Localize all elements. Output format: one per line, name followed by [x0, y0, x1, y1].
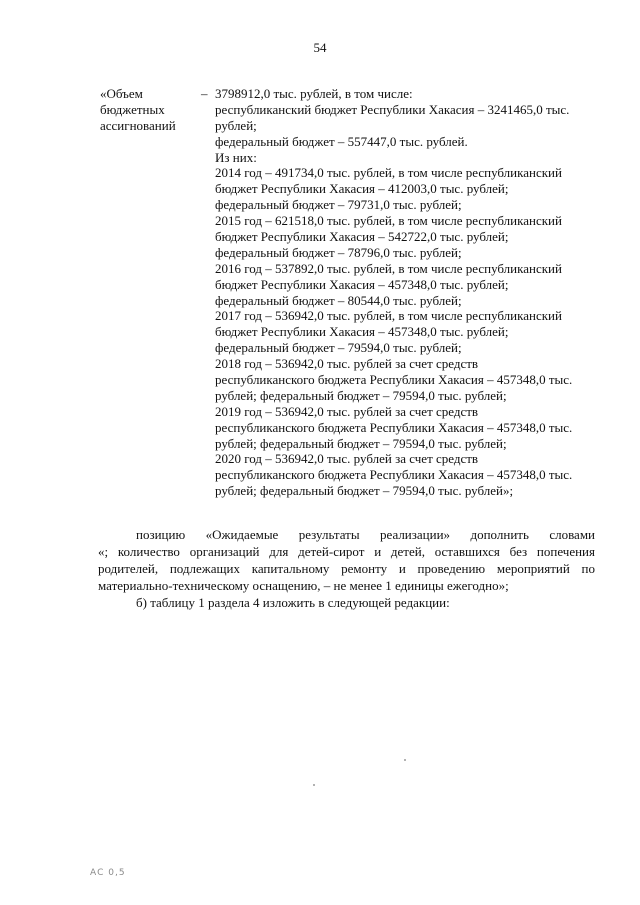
budget-line: рублей;: [215, 117, 257, 133]
budget-line: федеральный бюджет – 78796,0 тыс. рублей;: [215, 244, 462, 260]
budget-line: республиканский бюджет Республики Хакасия – 3241465,0 тыс.: [215, 101, 570, 117]
table-instruction-paragraph: [98, 594, 595, 611]
expected-results-paragraph: [98, 526, 595, 594]
budget-line: 2017 год – 536942,0 тыс. рублей, в том числе республиканский: [215, 308, 562, 324]
scan-speck: [404, 759, 406, 761]
budget-line: федеральный бюджет – 79594,0 тыс. рублей;: [215, 340, 462, 356]
paragraph-line: б) таблицу 1 раздела 4 изложить в следующей редакции:: [136, 595, 450, 610]
budget-dash: –: [201, 86, 208, 101]
budget-line: рублей; федеральный бюджет – 79594,0 тыс. рублей;: [215, 387, 507, 403]
paragraph-line: материально-техническому оснащению, – не менее 1 единицы ежегодно»;: [98, 578, 509, 593]
page-number: 54: [313, 40, 327, 55]
budget-line: 2018 год – 536942,0 тыс. рублей за счет средств: [215, 356, 479, 372]
budget-label-line: ассигнований: [100, 117, 176, 133]
scan-speck: [313, 784, 315, 786]
budget-line: 2015 год – 621518,0 тыс. рублей, в том числе республиканский: [215, 213, 562, 229]
budget-line: 2014 год – 491734,0 тыс. рублей, в том числе республиканский: [215, 165, 562, 181]
budget-line: рублей; федеральный бюджет – 79594,0 тыс. рублей;: [215, 435, 507, 451]
budget-line: республиканского бюджета Республики Хакасия – 457348,0 тыс.: [215, 372, 573, 388]
budget-label-line: бюджетных: [100, 101, 165, 117]
budget-line: бюджет Республики Хакасия – 457348,0 тыс. рублей;: [215, 276, 509, 292]
budget-line: бюджет Республики Хакасия – 412003,0 тыс. рублей;: [215, 181, 509, 197]
budget-label-line: «Объем: [100, 86, 143, 101]
budget-line: 2020 год – 536942,0 тыс. рублей за счет средств: [215, 451, 479, 467]
budget-line: бюджет Республики Хакасия – 457348,0 тыс. рублей;: [215, 324, 509, 340]
budget-line: республиканского бюджета Республики Хакасия – 457348,0 тыс.: [215, 419, 573, 435]
budget-line: федеральный бюджет – 557447,0 тыс. рублей.: [215, 133, 468, 149]
archive-stamp: АС 0,5: [90, 868, 126, 878]
budget-line: республиканского бюджета Республики Хакасия – 457348,0 тыс.: [215, 467, 573, 483]
budget-line: бюджет Республики Хакасия – 542722,0 тыс. рублей;: [215, 229, 509, 245]
budget-line: рублей; федеральный бюджет – 79594,0 тыс. рублей»;: [215, 483, 514, 499]
paragraph-line: родителей, подлежащих капитальному ремонту и проведению мероприятий по: [98, 561, 595, 576]
budget-line: 2019 год – 536942,0 тыс. рублей за счет средств: [215, 403, 479, 419]
paragraph-line: «; количество организаций для детей-сирот и детей, оставшихся без попечения: [98, 544, 595, 559]
budget-text: [215, 86, 605, 499]
budget-label: [100, 86, 200, 134]
budget-line: федеральный бюджет – 79731,0 тыс. рублей;: [215, 197, 462, 213]
budget-line: федеральный бюджет – 80544,0 тыс. рублей;: [215, 292, 462, 308]
budget-line: 3798912,0 тыс. рублей, в том числе:: [215, 86, 413, 101]
budget-line: Из них:: [215, 149, 257, 165]
paragraph-line: позицию «Ожидаемые результаты реализации» дополнить словами: [136, 527, 595, 542]
budget-line: 2016 год – 537892,0 тыс. рублей, в том числе республиканский: [215, 260, 562, 276]
